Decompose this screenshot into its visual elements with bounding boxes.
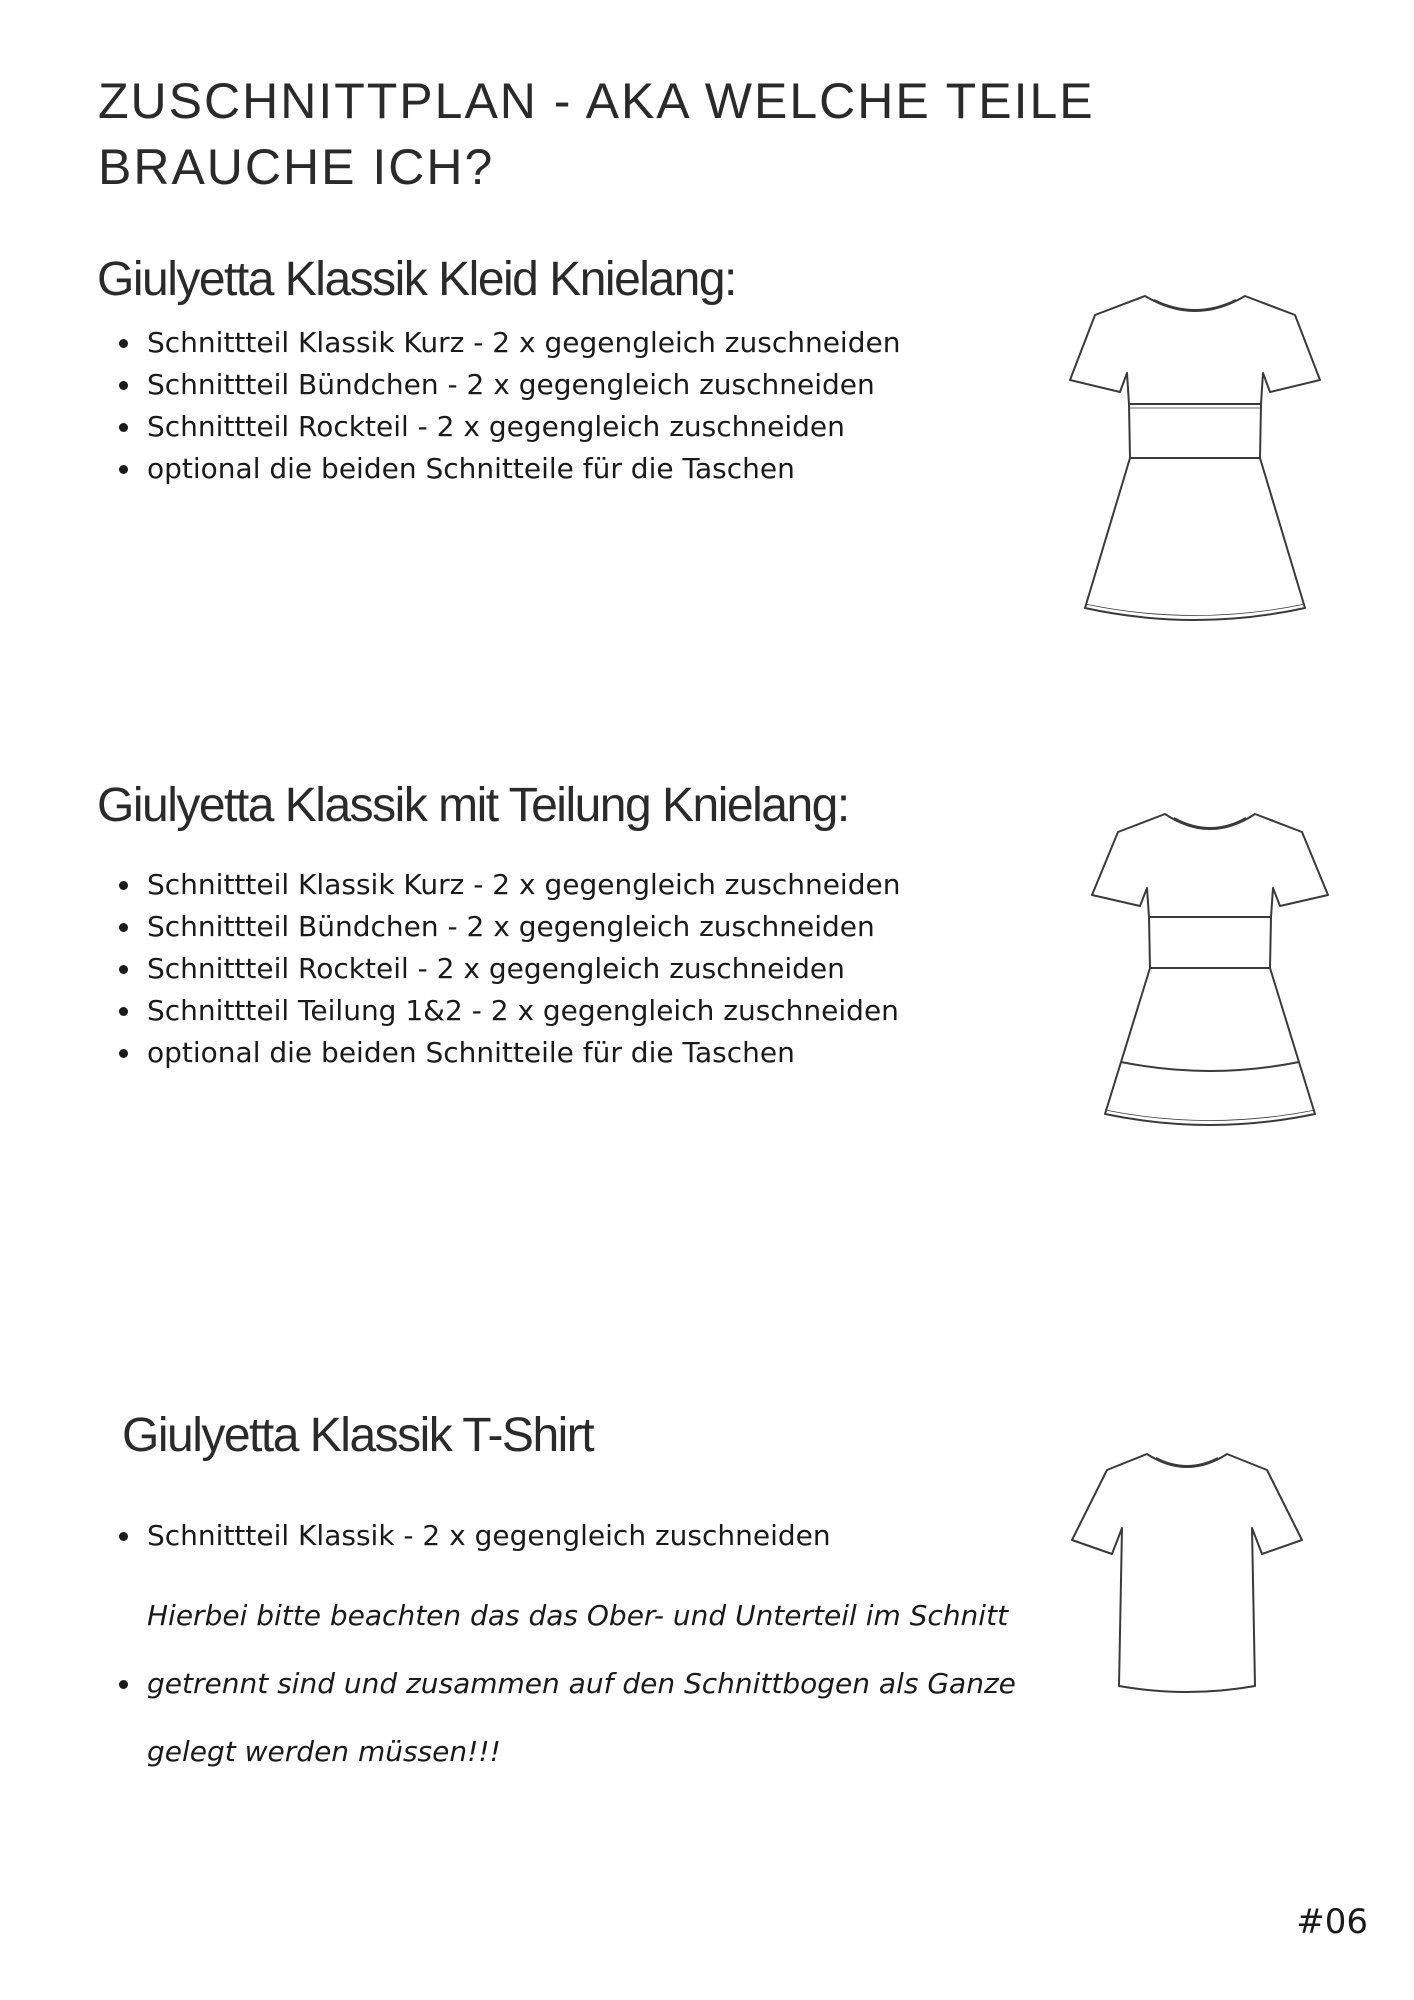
list-item: Schnittteil Bündchen - 2 x gegengleich zuschneiden: [115, 906, 900, 948]
cutting-list-klassik-mit-teilung: [115, 864, 900, 1074]
dress-with-divided-hem-icon: [1070, 800, 1350, 1135]
list-item: Schnittteil Teilung 1&2 - 2 x gegengleich zuschneiden: [115, 990, 900, 1032]
list-item: Schnittteil Klassik - 2 x gegengleich zuschneiden: [115, 1515, 1040, 1557]
cutting-list-klassik-kleid: [115, 322, 900, 490]
t-shirt-icon: [1062, 1440, 1312, 1700]
list-item: Schnittteil Klassik Kurz - 2 x gegengleich zuschneiden: [115, 864, 900, 906]
page-title: ZUSCHNITTPLAN - AKA WELCHE TEILE BRAUCHE ICH?: [98, 73, 1095, 195]
cutting-list-klassik-t-shirt: [115, 1515, 1040, 1786]
note-line: getrennt sind und zusammen auf den Schnittbogen als Ganze: [147, 1667, 1016, 1700]
section-heading-klassik-mit-teilung: Giulyetta Klassik mit Teilung Knielang:: [97, 779, 849, 832]
list-item: optional die beiden Schnitteile für die Taschen: [115, 448, 900, 490]
section-heading-klassik-kleid: Giulyetta Klassik Kleid Knielang:: [97, 253, 736, 306]
page-number: #06: [1296, 1902, 1368, 1942]
note-line: gelegt werden müssen!!!: [147, 1735, 501, 1768]
list-item: optional die beiden Schnitteile für die Taschen: [115, 1032, 900, 1074]
dress-knee-length-icon: [1045, 280, 1345, 630]
list-item: Schnittteil Bündchen - 2 x gegengleich zuschneiden: [115, 364, 900, 406]
list-item: Schnittteil Rockteil - 2 x gegengleich zuschneiden: [115, 406, 900, 448]
list-item: Schnittteil Klassik Kurz - 2 x gegengleich zuschneiden: [115, 322, 900, 364]
note-line: Hierbei bitte beachten das das Ober- und Unterteil im Schnitt: [147, 1599, 1009, 1632]
section-heading-klassik-t-shirt: Giulyetta Klassik T-Shirt: [122, 1409, 594, 1462]
list-item: Schnittteil Rockteil - 2 x gegengleich zuschneiden: [115, 948, 900, 990]
cutting-note: [115, 1582, 1040, 1786]
